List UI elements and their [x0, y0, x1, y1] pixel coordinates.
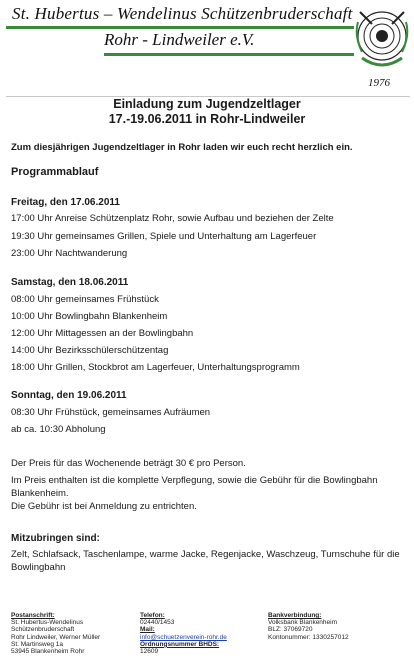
postal-line: 53945 Blankenheim Rohr	[11, 648, 85, 656]
header-rule-bottom	[104, 53, 354, 56]
club-name-line2: Rohr - Lindweiler e.V.	[104, 30, 255, 49]
schedule-item: 18:00 Uhr Grillen, Stockbrot am Lagerfeuer, Unterhaltungsprogramm	[11, 362, 300, 373]
day-heading-saturday: Samstag, den 18.06.2011	[11, 277, 129, 288]
bank-heading: Bankverbindung:	[268, 612, 322, 619]
page-title-line1: Einladung zum Jugendzeltlager	[113, 97, 301, 111]
fee-text: Die Gebühr ist bei Anmeldung zu entrichten.	[11, 501, 197, 512]
programme-heading: Programmablauf	[11, 166, 99, 178]
schedule-item: 08:30 Uhr Frühstück, gemeinsames Aufräumen	[11, 407, 211, 418]
page-title-line2: 17.-19.06.2011 in Rohr-Lindweiler	[108, 112, 306, 126]
schedule-item: 14:00 Uhr Bezirksschülerschützentag	[11, 345, 169, 356]
order-heading: Ordnungsnummer BHDS:	[140, 640, 220, 648]
footer-contact	[140, 612, 227, 655]
bank-line: BLZ: 37069720	[268, 626, 313, 634]
mail-heading: Mail:	[140, 626, 155, 634]
target-crest-icon	[352, 2, 412, 76]
postal-line: St. Hubertus-Wendelinus	[11, 619, 84, 627]
intro-text: Zum diesjährigen Jugendzeltlager in Rohr laden wir euch recht herzlich ein.	[11, 142, 353, 153]
postal-line: Schützenbruderschaft	[11, 626, 75, 634]
day-heading-sunday: Sonntag, den 19.06.2011	[11, 390, 127, 401]
postal-line: Rohr Lindweiler, Werner Müller	[11, 633, 101, 641]
schedule-item: 23:00 Uhr Nachtwanderung	[11, 248, 128, 259]
bring-heading: Mitzubringen sind:	[11, 533, 100, 544]
bank-line: Kontonummer: 1330257012	[268, 633, 349, 641]
order-number: 12609	[140, 648, 159, 656]
schedule-item: 19:30 Uhr gemeinsames Grillen, Spiele und Unterhaltung am Lagerfeuer	[11, 231, 317, 242]
club-name-line1: St. Hubertus – Wendelinus Schützenbruderschaft	[12, 4, 353, 23]
founding-year: 1976	[368, 77, 390, 89]
schedule-item: ab ca. 10:30 Abholung	[11, 424, 106, 435]
price-text: Der Preis für das Wochenende beträgt 30 € pro Person.	[11, 458, 246, 469]
schedule-item: 12:00 Uhr Mittagessen an der Bowlingbahn	[11, 328, 194, 339]
email-link[interactable]: info@schuetzenverein-rohr.de	[140, 633, 227, 641]
postal-line: St. Martinsweg 1a	[11, 640, 64, 648]
footer-bank	[268, 612, 349, 641]
included-text: Im Preis enthalten ist die komplette Verpflegung, sowie die Gebühr für die Bowlingbahn Blankenheim.	[11, 475, 378, 499]
bring-text: Zelt, Schlafsack, Taschenlampe, warme Jacke, Regenjacke, Waschzeug, Turnschuhe für die Bowlingbahn	[11, 549, 400, 573]
schedule-item: 17:00 Uhr Anreise Schützenplatz Rohr, sowie Aufbau und beziehen der Zelte	[11, 213, 334, 224]
bank-line: Volksbank Blankenheim	[268, 619, 338, 627]
schedule-item: 10:00 Uhr Bowlingbahn Blankenheim	[11, 311, 168, 322]
schedule-item: 08:00 Uhr gemeinsames Frühstück	[11, 294, 159, 305]
postal-heading: Postanschrift:	[11, 612, 55, 619]
phone-heading: Telefon:	[140, 612, 165, 619]
footer-postal	[11, 612, 100, 655]
phone-number: 02440/1453	[140, 619, 175, 627]
day-heading-friday: Freitag, den 17.06.2011	[11, 197, 120, 208]
header-rule-top	[6, 26, 354, 29]
